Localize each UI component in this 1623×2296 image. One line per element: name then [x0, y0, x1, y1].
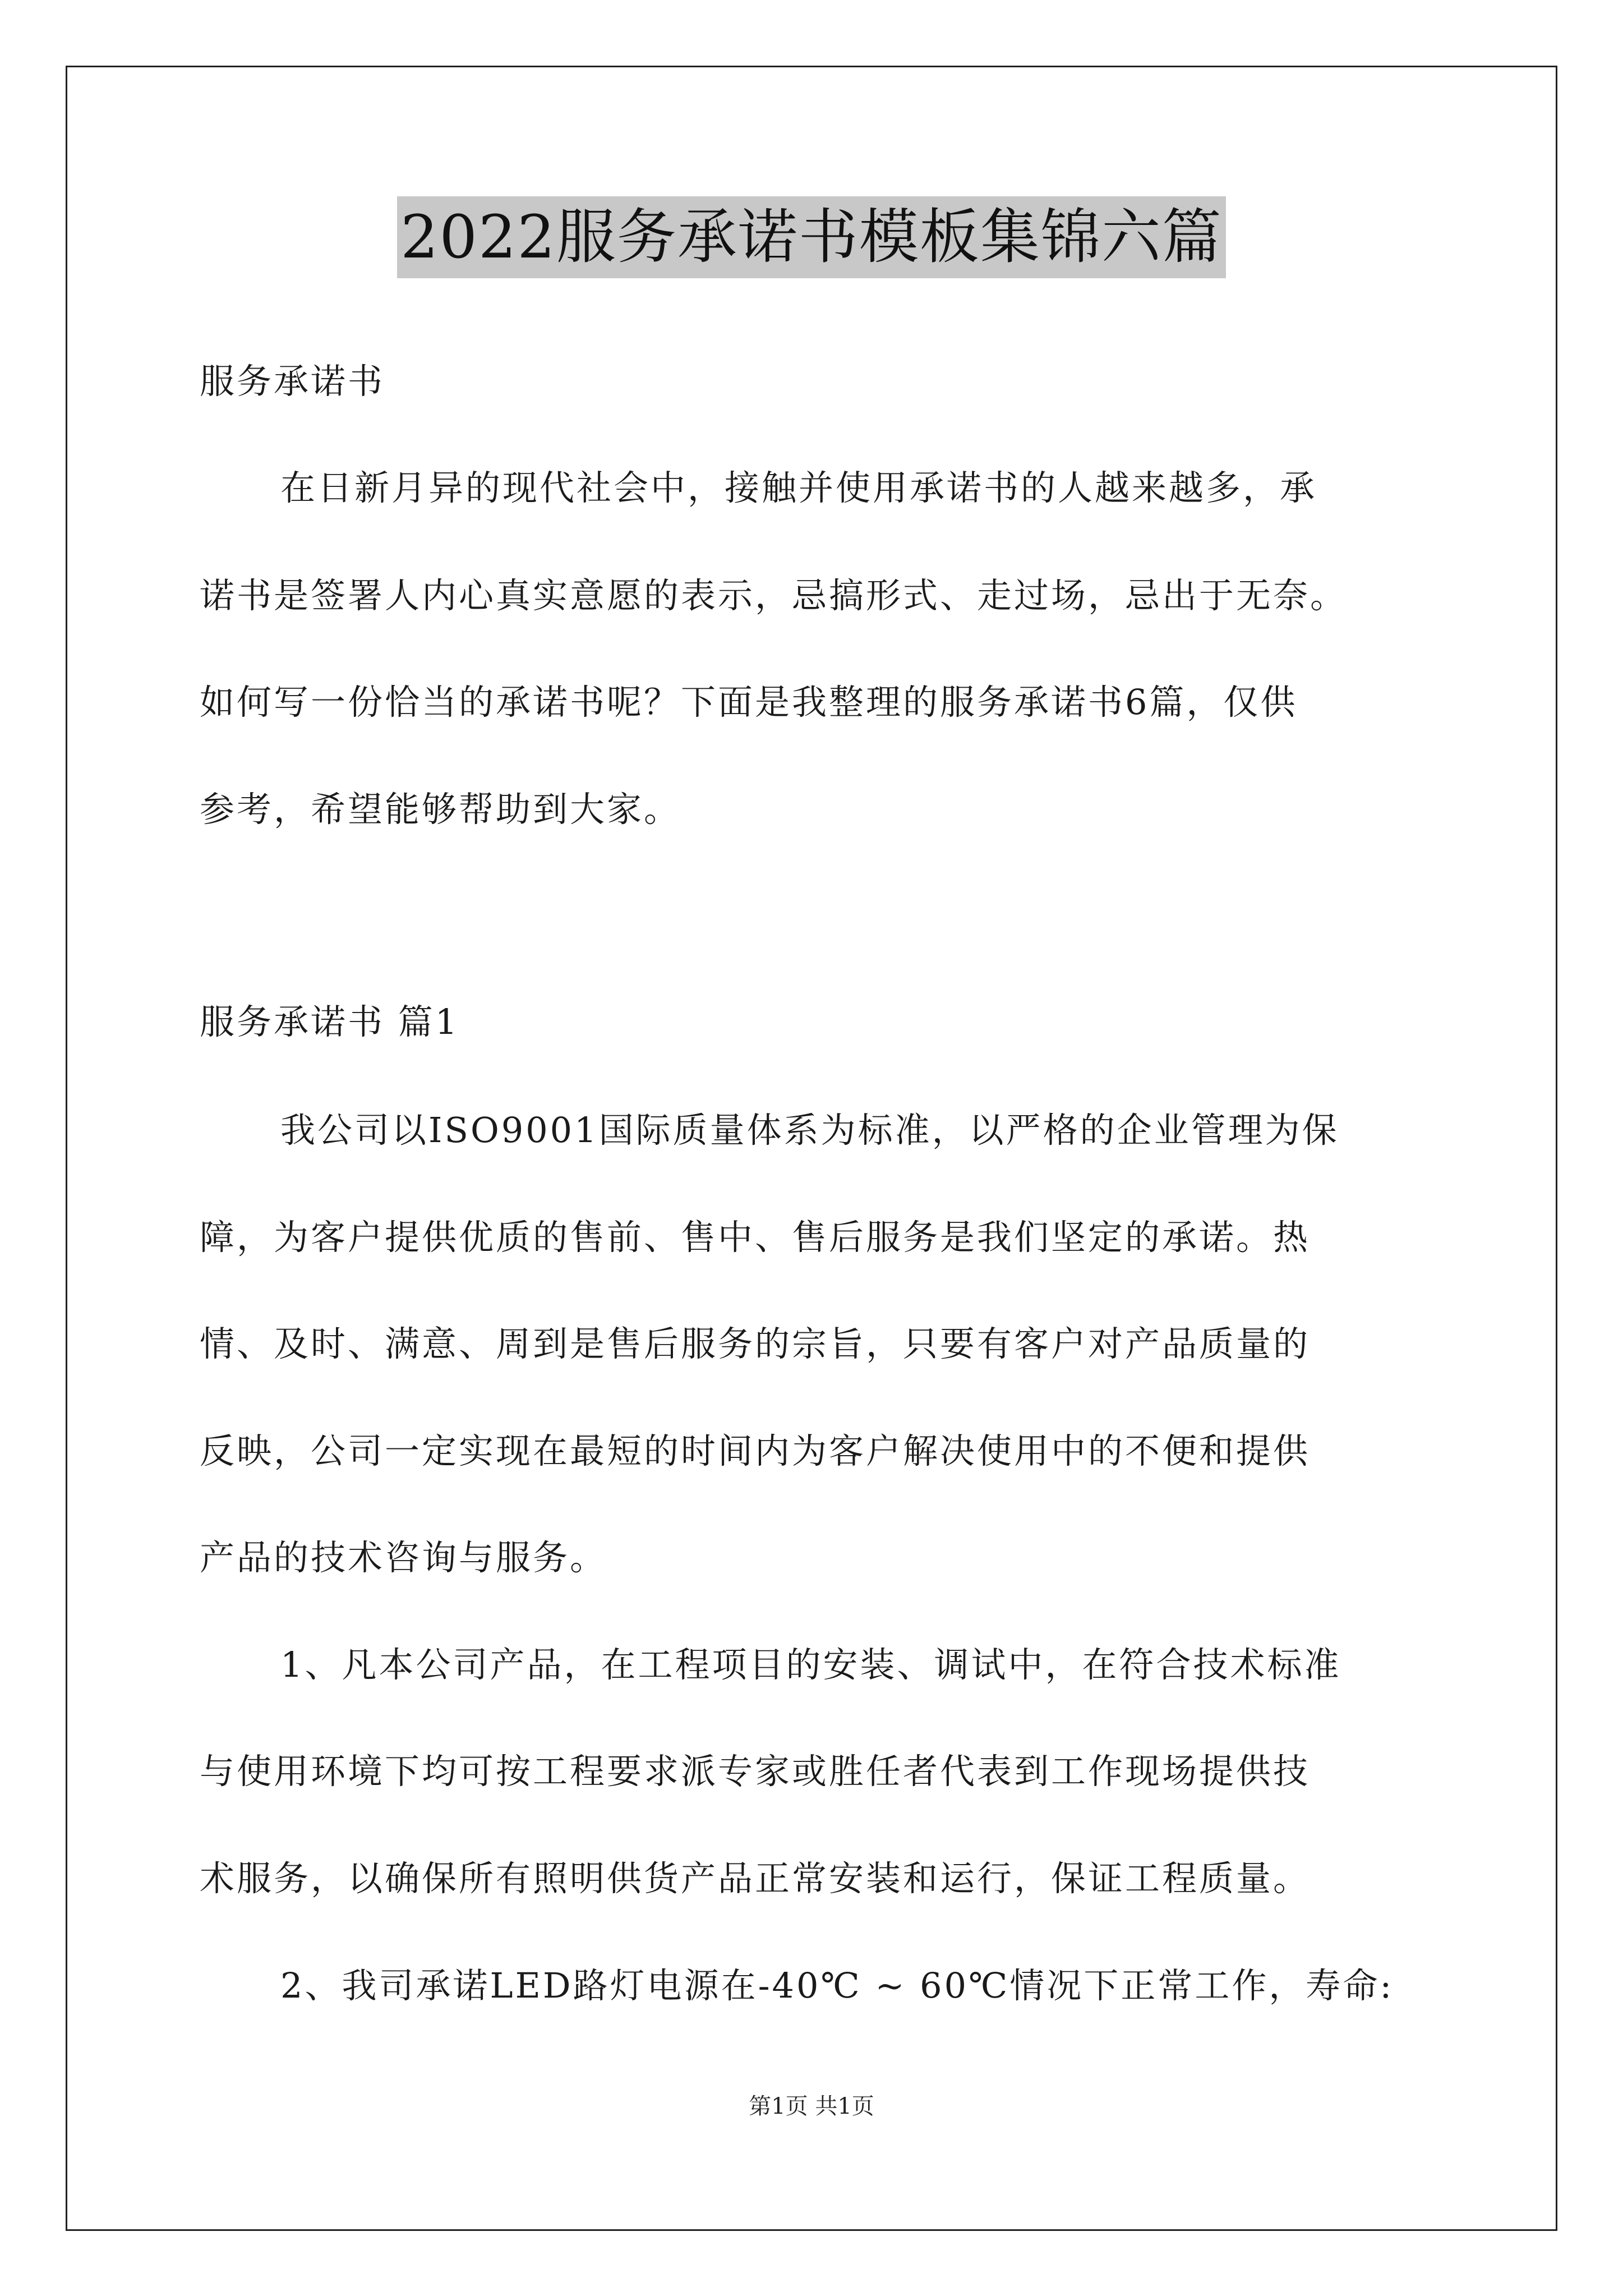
intro-line-2: 诺书是签署人内心真实意愿的表示，忌搞形式、走过场，忌出于无奈。 — [200, 575, 1348, 616]
intro-line-1: 在日新月异的现代社会中，接触并使用承诺书的人越来越多，承 — [280, 467, 1317, 508]
section1-para1-line-3: 情、及时、满意、周到是售后服务的宗旨，只要有客户对产品质量的 — [200, 1323, 1311, 1364]
section1-item1-line-1: 1、凡本公司产品，在工程项目的安装、调试中，在符合技术标准 — [280, 1644, 1341, 1685]
section1-para1-line-1: 我公司以ISO9001国际质量体系为标准，以严格的企业管理为保 — [280, 1110, 1339, 1151]
intro-line-3: 如何写一份恰当的承诺书呢？下面是我整理的服务承诺书6篇，仅供 — [200, 682, 1298, 723]
title-container — [0, 196, 1623, 278]
section1-para1-line-4: 反映，公司一定实现在最短的时间内为客户解决使用中的不便和提供 — [200, 1430, 1311, 1471]
section1-heading: 服务承诺书 篇1 — [200, 1001, 460, 1042]
page-footer: 第1页 共1页 — [749, 2093, 874, 2119]
intro-heading: 服务承诺书 — [200, 361, 385, 402]
section1-item2-line-1: 2、我司承诺LED路灯电源在-40℃ ~ 60℃情况下正常工作，寿命: — [280, 1965, 1394, 2006]
section1-item1-line-2: 与使用环境下均可按工程要求派专家或胜任者代表到工作现场提供技 — [200, 1751, 1311, 1792]
section1-item1-line-3: 术服务，以确保所有照明供货产品正常安装和运行，保证工程质量。 — [200, 1858, 1311, 1899]
document-title: 2022服务承诺书模板集锦六篇 — [397, 196, 1226, 278]
section1-para1-line-5: 产品的技术咨询与服务。 — [200, 1537, 607, 1578]
section1-para1-line-2: 障，为客户提供优质的售前、售中、售后服务是我们坚定的承诺。热 — [200, 1217, 1311, 1258]
intro-line-4: 参考，希望能够帮助到大家。 — [200, 789, 681, 830]
